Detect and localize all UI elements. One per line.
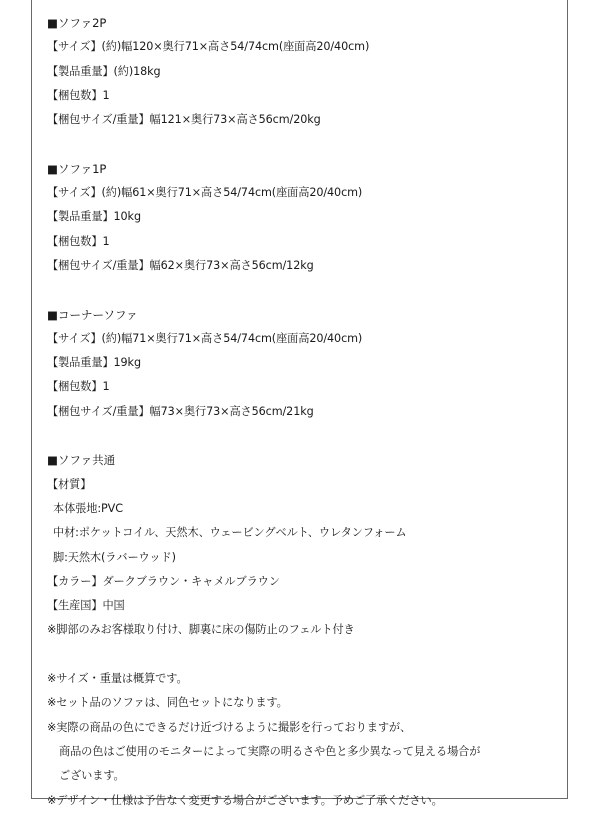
spec-weight: 【製品重量】10kg (47, 210, 141, 224)
material-label: 【材質】 (47, 477, 92, 491)
spec-package-size: 【梱包サイズ/重量】幅62×奥行73×高さ56cm/12kg (47, 258, 314, 272)
note-color-disclaimer-end: ございます。 (59, 769, 125, 783)
section-gap (47, 132, 562, 156)
material-item: 脚:天然木(ラバーウッド) (53, 550, 176, 564)
spec-weight: 【製品重量】19kg (47, 356, 141, 370)
spec-package-count: 【梱包数】1 (47, 88, 110, 102)
spec-package-count: 【梱包数】1 (47, 380, 110, 394)
section-heading-sofa-1p: ■ソファ1P (47, 161, 107, 176)
note-same-color-set: ※セット品のソファは、同色セットになります。 (47, 696, 288, 710)
spec-size: 【サイズ】(約)幅120×奥行71×高さ54/74cm(座面高20/40cm) (47, 40, 370, 54)
spec-size: 【サイズ】(約)幅61×奥行71×高さ54/74cm(座面高20/40cm) (47, 186, 363, 200)
spec-package-size: 【梱包サイズ/重量】幅73×奥行73×高さ56cm/21kg (47, 404, 314, 418)
section-heading-corner-sofa: ■コーナーソファ (47, 307, 138, 322)
section-gap (47, 278, 562, 302)
note-color-disclaimer-cont: 商品の色はご使用のモニターによって実際の明るさや色と多少異なって見える場合が (59, 744, 481, 758)
material-item: 本体張地:PVC (53, 501, 123, 515)
note-approximate: ※サイズ・重量は概算です。 (47, 672, 188, 686)
material-item: 中材:ポケットコイル、天然木、ウェービングベルト、ウレタンフォーム (53, 526, 407, 540)
section-heading-common: ■ソファ共通 (47, 453, 116, 468)
spec-origin: 【生産国】中国 (47, 599, 125, 613)
spec-package-count: 【梱包数】1 (47, 234, 110, 248)
spec-package-size: 【梱包サイズ/重量】幅121×奥行73×高さ56cm/20kg (47, 113, 321, 127)
note-color-disclaimer: ※実際の商品の色にできるだけ近づけるように撮影を行っておりますが、 (47, 720, 412, 734)
spec-size: 【サイズ】(約)幅71×奥行71×高さ54/74cm(座面高20/40cm) (47, 331, 363, 345)
section-gap (47, 643, 562, 667)
section-gap (47, 424, 562, 448)
note-design-change: ※デザイン・仕様は予告なく変更する場合がございます。予めご了承ください。 (47, 793, 443, 807)
spec-content (47, 11, 562, 813)
spec-note: ※脚部のみお客様取り付け、脚裏に床の傷防止のフェルト付き (47, 623, 355, 637)
section-heading-sofa-2p: ■ソファ2P (47, 16, 107, 30)
spec-weight: 【製品重量】(約)18kg (47, 64, 161, 78)
spec-color: 【カラー】ダークブラウン・キャメルブラウン (47, 574, 280, 588)
